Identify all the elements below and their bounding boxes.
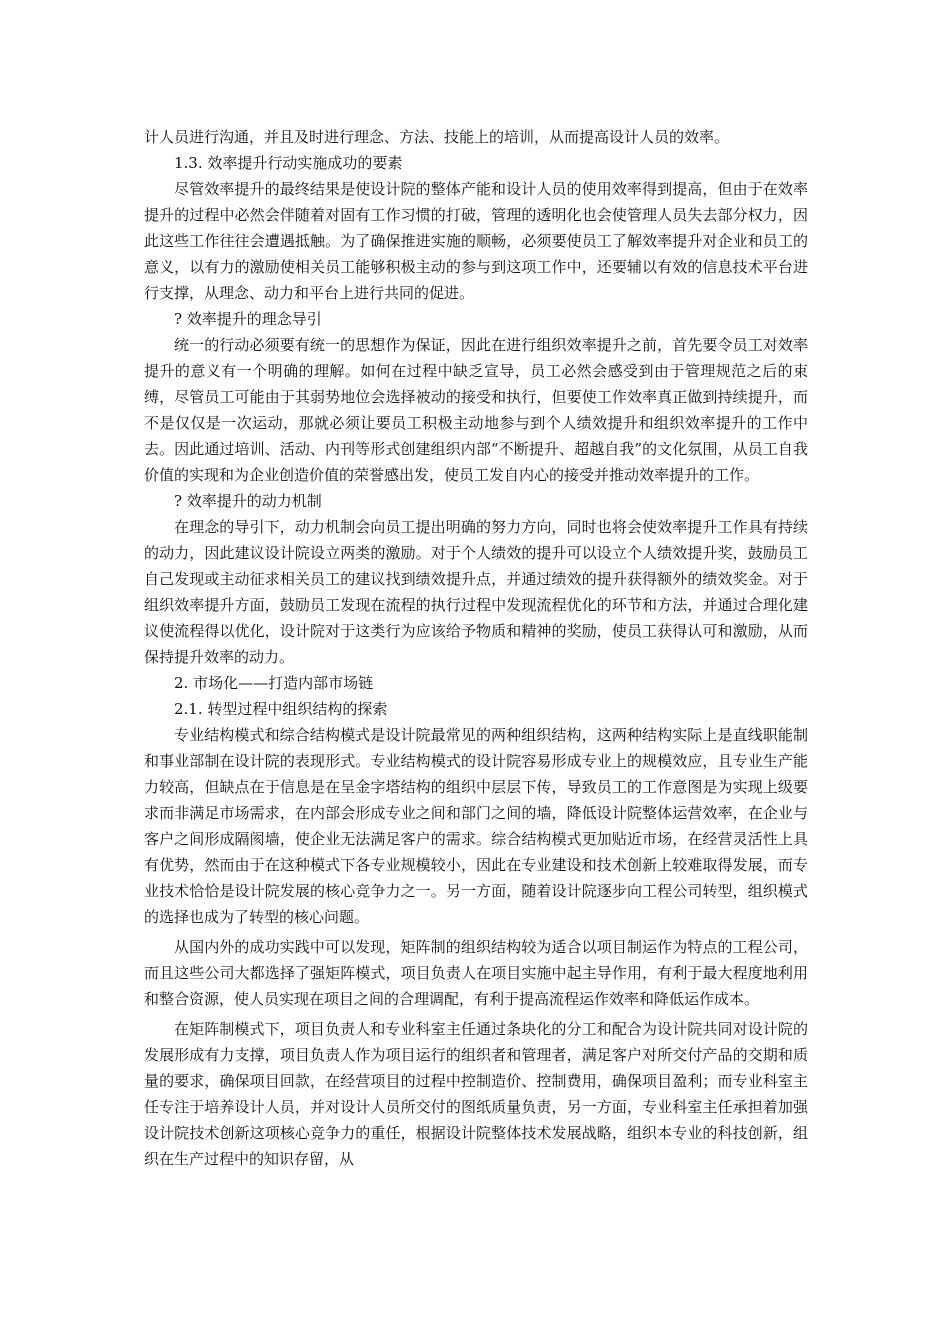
paragraph: 在理念的导引下，动力机制会向员工提出明确的努力方向，同时也将会使效率提升工作具有持续的动力，因此建议设计院设立两类的激励。对于个人绩效的提升可以设立个人绩效提升奖，鼓励员工自己发现或主动征求相关员工的建议找到绩效提升点，并通过绩效的提升获得额外的绩效奖金。对于组织效率提升方面，鼓励员工发现在流程的执行过程中发现流程优化的环节和方法，并通过合理化建议使流程得以优化，设计院对于这类行为应该给予物质和精神的奖励，使员工获得认可和激励，从而保持提升效率的动力。: [144, 518, 808, 666]
paragraph: 尽管效率提升的最终结果是使设计院的整体产能和设计人员的使用效率得到提高，但由于在效率提升的过程中必然会伴随着对固有工作习惯的打破，管理的透明化也会使管理人员失去部分权力，因此这些工作往往会遭遇抵触。为了确保推进实施的顺畅，必须要使员工了解效率提升对企业和员工的意义，以有力的激励使相关员工能够积极主动的参与到这项工作中，还要辅以有效的信息技术平台进行支撑，从理念、动力和平台上进行共同的促进。: [144, 180, 808, 302]
document-page: [144, 124, 808, 1172]
bullet-heading-concept: ? 效率提升的理念导引: [174, 310, 322, 328]
section-heading-2: 2. 市场化——打造内部市场链: [174, 674, 374, 692]
paragraph: 专业结构模式和综合结构模式是设计院最常见的两种组织结构，这两种结构实际上是直线职能制和事业部制在设计院的表现形式。专业结构模式的设计院容易形成专业上的规模效应，且专业生产能力较高，但缺点在于信息是在呈金字塔结构的组织中层层下传，导致员工的工作意图是为实现上级要求而非满足市场需求，在内部会形成专业之间和部门之间的墙，降低设计院整体运营效率，在企业与客户之间形成隔阂墙，使企业无法满足客户的需求。综合结构模式更加贴近市场，在经营灵活性上具有优势，然而由于在这种模式下各专业规模较小，因此在专业建设和技术创新上较难取得发展，而专业技术恰恰是设计院发展的核心竞争力之一。另一方面，随着设计院逐步向工程公司转型，组织模式的选择也成为了转型的核心问题。: [144, 726, 808, 926]
paragraph-continuation: 计人员进行沟通，并且及时进行理念、方法、技能上的培训，从而提高设计人员的效率。: [144, 128, 730, 146]
paragraph: 从国内外的成功实践中可以发现，矩阵制的组织结构较为适合以项目制运作为特点的工程公司，而且这些公司大都选择了强矩阵模式，项目负责人在项目实施中起主导作用，有利于最大程度地利用和整合资源，使人员实现在项目之间的合理调配，有利于提高流程运作效率和降低运作成本。: [144, 938, 808, 1008]
bullet-heading-motivation: ? 效率提升的动力机制: [174, 492, 322, 510]
paragraph: 统一的行动必须要有统一的思想作为保证，因此在进行组织效率提升之前，首先要令员工对效率提升的意义有一个明确的理解。如何在过程中缺乏宣导，员工必然会感受到由于管理规范之后的束缚，尽管员工可能由于其弱势地位会选择被动的接受和执行，但要使工作效率真正做到持续提升，而不是仅仅是一次运动，那就必须让要员工积极主动地参与到个人绩效提升和组织效率提升的工作中去。因此通过培训、活动、内刊等形式创建组织内部“不断提升、超越自我”的文化氛围，从员工自我价值的实现和为企业创造价值的荣誉感出发，使员工发自内心的接受并推动效率提升的工作。: [144, 336, 808, 484]
section-heading-2-1: 2.1. 转型过程中组织结构的探索: [174, 700, 388, 718]
section-heading-1-3: 1.3. 效率提升行动实施成功的要素: [174, 154, 403, 172]
paragraph: 在矩阵制模式下，项目负责人和专业科室主任通过条块化的分工和配合为设计院共同对设计院的发展形成有力支撑，项目负责人作为项目运行的组织者和管理者，满足客户对所交付产品的交期和质量的要求，确保项目回款，在经营项目的过程中控制造价、控制费用，确保项目盈利；而专业科室主任专注于培养设计人员，并对设计人员所交付的图纸质量负责，另一方面，专业科室主任承担着加强设计院技术创新这项核心竞争力的重任，根据设计院整体技术发展战略，组织本专业的科技创新，组织在生产过程中的知识存留，从: [144, 1020, 808, 1168]
